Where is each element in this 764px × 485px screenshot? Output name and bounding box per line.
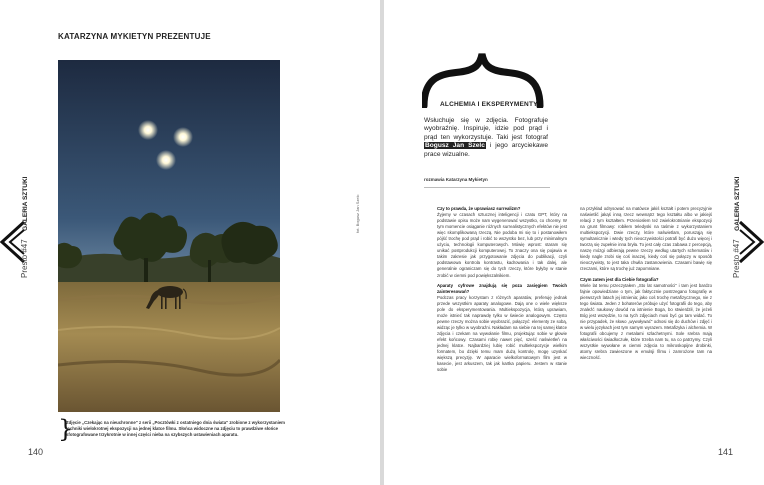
answer: Żyjemy w czasach sztucznej inteligencji i czatu GPT, który na podstawie opisu może nam wygenerować wszystko, co chcemy. W tym momencie osiąganie różnych surrealistycznych efektów nie jest więc skomplikowaną rzeczą. Nie podoba mi się to i postanowiłem pójść trochę pod prąd i robić to wszystko bez, lub przy minimalnym użyciu, technologii komputerowych. Mówię wprost: staram się unikać postprodukcji komputerowej. To znaczy ona się pojawia w takim zakresie jak przygotowanie zdjęcia do publikacji, czyli podstawowa kontrola kontrastu, kadrowania i tak dalej, ale generalnie ograniczam się do tych rzeczy, które byłyby w stanie zrobić w ciemni pod powiększalnikiem.: [437, 212, 567, 278]
left-page: [0, 0, 380, 485]
page-number-right: 141: [718, 447, 734, 457]
right-page: [384, 0, 764, 485]
question: Czym zatem jest dla Ciebie fotografia?: [580, 276, 659, 282]
question: Czy to prawda, że uprawiasz surrealizm?: [437, 206, 521, 211]
sun-2: [173, 127, 193, 147]
photographer-name: Bogusz Jan Szelc: [425, 142, 485, 150]
article-title: ALCHEMIA I EKSPERYMENTY: [440, 101, 538, 108]
page-header-title: KATARZYNA MYKIETYN PREZENTUJE: [58, 32, 211, 41]
triangle-marker-icon: [738, 220, 764, 264]
photo-credit: fot. Bogusz Jan Szelc: [355, 194, 360, 233]
photo-caption: Zdjęcie „Czekając na nieuchronne" z serii „Pocztówki z ostatniego dnia świata" zrobione z wykorzystaniem techniki wielokrotnej ekspozycji na jednej klatce filmu. Słońca widoczne na zdjęciu to prawdziwe słońce sfotografowane trzykrotnie w innej części nieba na szybszych ustawieniach aparatu.: [66, 420, 285, 437]
divider: [424, 187, 550, 188]
answer: Wiele lat temu przeczytałem „Sto lat samotności" i tam jest bardzo fajnie opowiedziane o tym, jak faktycznie postrzegano fotografię w pierwszych latach jej istnienia; jako coś trochę metafizycznego, nie z tego świata. Jeden z bohaterów próbuje użyć fotografii do tego, aby znaleźć naukowy dowód na istnienie Boga, bo stwierdził, że jeżeli Bóg jest wszędzie, to na tych zdjęciach musi być go tam widać. To nie przypadek, że słowo „wywoływać" odnosi się do duchów i zdjęć i w wielu językach jest tym samym wyrazem. Metafizyka i alchemia. W fotografii obcujemy z metalami szlachetnymi. Sole srebra mają właściwości świadłoczułe, które trzeba nam tu, na co patrzymy. Czyli wszystkie wywołane w ciemni zdjęcia to mikroskopijne drobinki, atomy srebra zawieszone w emulsji filmu i zamrożone tam na wieczność.: [580, 282, 712, 361]
question: Aparaty cyfrowe znajdują się poza zasięgiem Twoich zainteresowań?: [437, 282, 567, 294]
text-column-1: [437, 206, 567, 373]
sun-1: [138, 120, 158, 140]
curly-brace-icon: [422, 52, 554, 108]
sun-3: [156, 150, 176, 170]
caption-brace: }: [58, 415, 74, 443]
byline: rozmawia Katarzyna Mykietyn: [424, 177, 488, 182]
answer: Podczas pracy korzystam z różnych aparatów, preferuję jednak przede wszystkim aparaty analogowe. Dają one o wiele większe pole do eksperymentowania. Multiekspozycja, którą uprawiam, może istnieć tak naprawdę tylko w świecie analogowym. Często pewne rzeczy można sobie wyobrazić, połączyć: elementy ze sobą, widząc je tylko w wyobraźni. Nakładam na siebie na tej samej klatce zdjęcia i czekam na wywołanie filmu, projektując sobie w głowie efekt końcowy. Czasami robię nawet pięć, sześć naświetleń na jednej klatce. Najbardziej lubię robić multiekspozycje wielkim formatem, bo dzięki temu mam dużą kontrolę, mogę uzyskać większą precyzję. W aparacie wielkoformatowym film jest w kasecie, jest arkuszem, tak jak kartka papieru. Jestem w stanie sobie: [437, 294, 567, 373]
issue-label: Presto #47: [20, 239, 29, 278]
section-label: GALERIA SZTUKI: [22, 176, 29, 231]
article-lead: [424, 117, 548, 159]
landscape-photo: [58, 60, 280, 412]
lead-text-end: i jego arcyciekawe prace wizualne.: [424, 142, 548, 158]
section-label: GALERIA SZTUKI: [734, 176, 741, 231]
page-number-left: 140: [28, 447, 44, 457]
issue-label: Presto #47: [732, 239, 741, 278]
answer: na przykład odrysować na matówce jakiś kształt i potem precyzyjnie naświetlić jakąś inną rzecz wewnątrz tego kształtu albo w jakiejś relacji z tym kształtem. Przeniosłem też zwielokrotnianie ekspozycji na grunt filmowy: robiłem teledyski na taśmie z wykorzystaniem multiekspozycji. Dwie rzeczy, które naświetlam, porusząją się symultanicznie i wtedy tych nieoczywistości potrafi być dużo więcej i tworzą się zupełnie inna bryła. To jest cały czas zabawa z percepcją, naszę mózgi odbierają pewne rzeczy według utartych schematów i kiedy nagle zrobi się coś inaczej, kiedy coś się połączy w sposób nieoczywisty, to jest taka chwila zastanowienia. Czasami bawię się rzeczami, które są trochę już zapomniane.: [580, 206, 712, 272]
text-column-2: [580, 206, 712, 361]
side-tab-left: [14, 177, 32, 278]
lead-text: Wsłuchuje się w zdjęcia. Fotografuje wyobraźnię. Inspiruje, idzie pod prąd i prąd ten wykorzystuje. Taki jest fotograf: [424, 117, 548, 141]
